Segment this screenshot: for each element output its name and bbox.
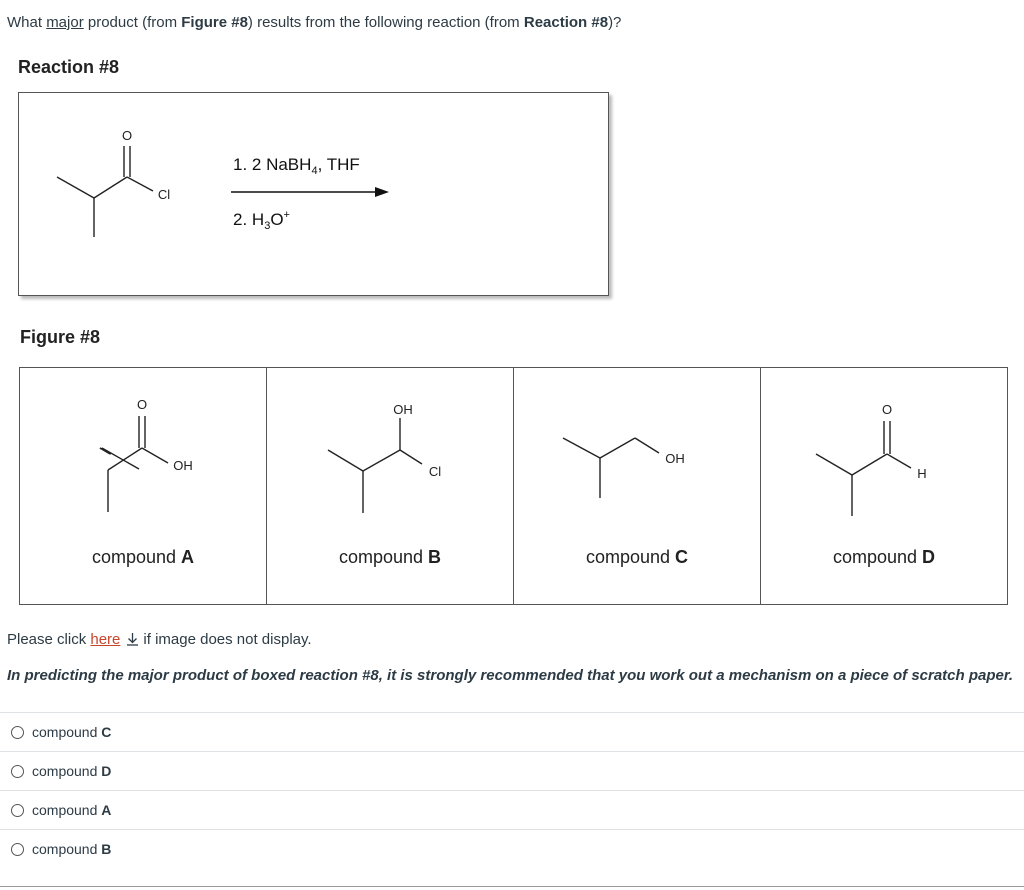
mechanism-hint: In predicting the major product of boxed reaction #8, it is strongly recommended that you work out a mechanism on a piece of scratch paper. — [7, 667, 1014, 684]
image-fallback-note — [7, 631, 312, 650]
question-middle: product (from — [83, 14, 182, 31]
reaction-heading: Reaction #8 — [18, 57, 120, 77]
answer-label: compound A — [32, 802, 112, 818]
reaction-arrow — [231, 187, 389, 197]
here-link[interactable]: here — [90, 631, 121, 648]
question-text — [7, 14, 621, 31]
condition-step-1: 1. 2 NaBH$_4$, THF — [233, 155, 360, 177]
compound-c-label: compound C — [585, 547, 689, 567]
answer-option-compound-c[interactable] — [0, 712, 1024, 751]
compound-a-label: compound A — [91, 547, 195, 567]
compound-c-cell — [514, 368, 761, 604]
radio-button[interactable] — [11, 804, 24, 817]
condition-step-2: 2. $H_3O^+$ — [233, 209, 290, 232]
figure-heading: Figure #8 — [20, 327, 101, 347]
compound-b-label: compound B — [338, 547, 442, 567]
download-icon[interactable] — [126, 632, 139, 650]
answer-option-compound-b[interactable] — [0, 829, 1024, 868]
figure-table — [19, 367, 1008, 605]
compound-b-chlorine: Cl — [428, 464, 442, 479]
answer-label: compound C — [32, 724, 112, 740]
compound-a-structure — [20, 368, 266, 604]
compound-b-cell — [267, 368, 514, 604]
radio-button[interactable] — [11, 765, 24, 778]
compound-b-hydroxyl: OH — [393, 402, 413, 417]
radio-button[interactable] — [11, 726, 24, 739]
answer-option-compound-a[interactable] — [0, 790, 1024, 829]
compound-d-label: compound D — [832, 547, 936, 567]
compound-a-cell — [20, 368, 267, 604]
compound-d-hydrogen: H — [917, 466, 927, 481]
note-prefix: Please click — [7, 631, 91, 648]
reactant-oxygen-label: O — [121, 128, 133, 143]
question-bottom-divider — [0, 886, 1024, 887]
compound-d-cell — [761, 368, 1007, 604]
compound-c-hydroxyl: OH — [665, 451, 685, 466]
question-prefix: What — [7, 14, 47, 31]
compound-b-structure — [267, 368, 513, 604]
compound-a-oxygen: O — [136, 397, 148, 412]
answer-label: compound B — [32, 841, 112, 857]
reactant-skeleton — [57, 146, 153, 237]
compound-d-oxygen: O — [881, 402, 893, 417]
compound-c-structure — [514, 368, 760, 604]
answer-option-compound-d[interactable] — [0, 751, 1024, 790]
reaction-scheme — [19, 93, 608, 295]
note-suffix: if image does not display. — [143, 631, 312, 648]
compound-a-hydroxyl: OH — [173, 458, 193, 473]
compound-d-structure — [761, 368, 1007, 604]
radio-button[interactable] — [11, 843, 24, 856]
question-reaction-ref: Reaction #8 — [523, 14, 609, 31]
question-suffix: )? — [608, 14, 622, 31]
question-major: major — [46, 14, 84, 31]
question-figure-ref: Figure #8 — [181, 14, 248, 31]
answer-list — [0, 712, 1024, 868]
reaction-box — [18, 92, 609, 296]
answer-label: compound D — [32, 763, 112, 779]
reactant-chlorine-label: Cl — [157, 187, 171, 202]
question-middle2: ) results from the following reaction (from — [247, 14, 524, 31]
